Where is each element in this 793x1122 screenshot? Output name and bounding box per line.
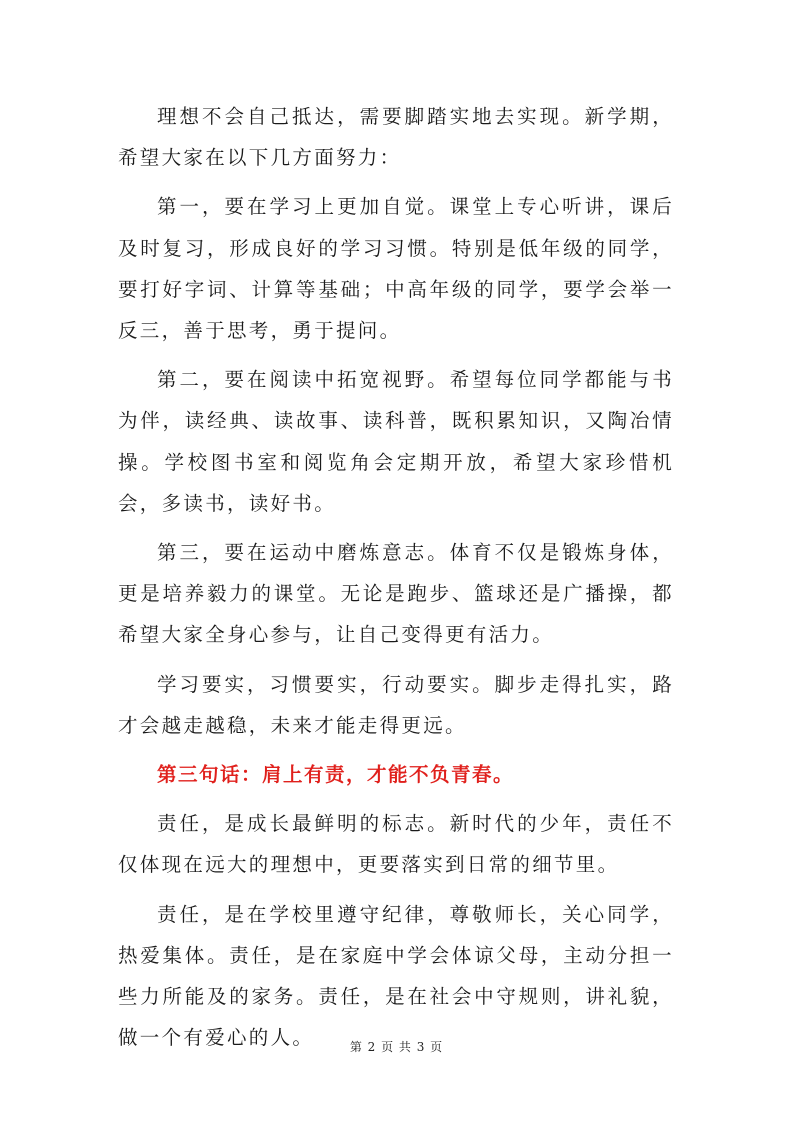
paragraph: 责任，是成长最鲜明的标志。新时代的少年，责任不仅体现在远大的理想中，更要落实到日常的细节里。 bbox=[118, 812, 674, 877]
paragraph: 第三，要在运动中磨炼意志。体育不仅是锻炼身体，更是培养毅力的课堂。无论是跑步、篮球还是广播操，都希望大家全身心参与，让自己变得更有活力。 bbox=[118, 541, 674, 647]
paragraph: 学习要实，习惯要实，行动要实。脚步走得扎实，路才会越走越稳，未来才能走得更远。 bbox=[118, 672, 674, 737]
paragraph: 责任，是在学校里遵守纪律，尊敬师长，关心同学，热爱集体。责任，是在家庭中学会体谅父母，主动分担一些力所能及的家务。责任，是在社会中守规则，讲礼貌，做一个有爱心的人。 bbox=[118, 902, 674, 1050]
document-body bbox=[118, 96, 674, 1066]
page-footer: 第 2 页 共 3 页 bbox=[349, 1040, 444, 1054]
section-heading: 第三句话：肩上有责，才能不负青春。 bbox=[157, 763, 515, 787]
paragraph: 第一，要在学习上更加自觉。课堂上专心听讲，课后及时复习，形成良好的学习习惯。特别是低年级的同学，要打好字词、计算等基础；中高年级的同学，要学会举一反三，善于思考，勇于提问。 bbox=[118, 195, 674, 343]
paragraph: 第二，要在阅读中拓宽视野。希望每位同学都能与书为伴，读经典、读故事、读科普，既积累知识，又陶冶情操。学校图书室和阅览角会定期开放，希望大家珍惜机会，多读书，读好书。 bbox=[118, 368, 674, 515]
paragraph: 理想不会自己抵达，需要脚踏实地去实现。新学期，希望大家在以下几方面努力： bbox=[118, 105, 674, 170]
